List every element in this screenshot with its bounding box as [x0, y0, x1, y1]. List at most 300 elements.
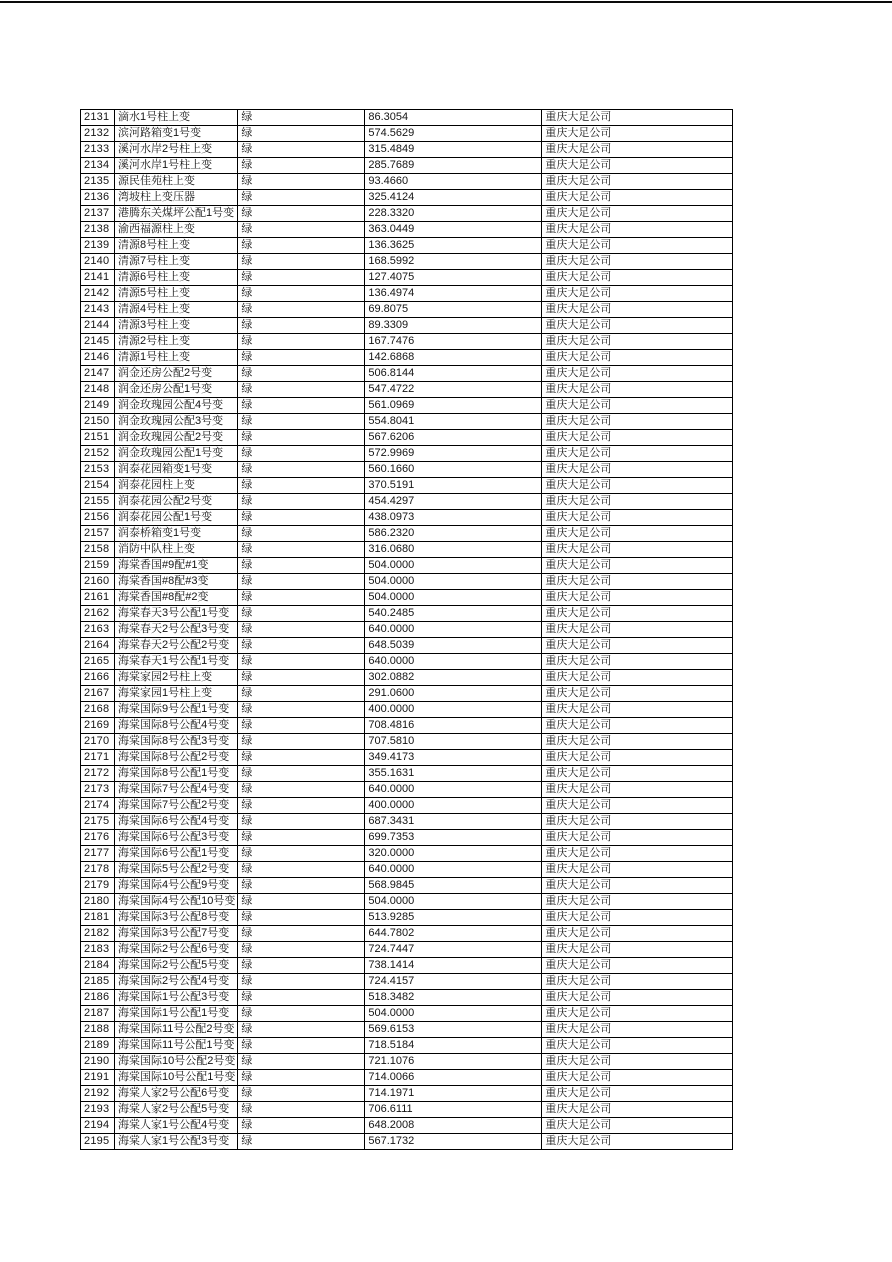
- table-row: [81, 526, 733, 542]
- table-row: [81, 702, 733, 718]
- cell-status-green: 绿: [238, 686, 365, 702]
- cell-transformer-name: 海棠人家1号公配3号变: [115, 1134, 238, 1150]
- cell-value: 142.6868: [365, 350, 542, 366]
- cell-status-green: 绿: [238, 766, 365, 782]
- cell-row-number: 2192: [81, 1086, 115, 1102]
- cell-value: 400.0000: [365, 702, 542, 718]
- cell-transformer-name: 源民佳苑柱上变: [115, 174, 238, 190]
- cell-company: 重庆大足公司: [542, 654, 733, 670]
- cell-company: 重庆大足公司: [542, 1118, 733, 1134]
- cell-status-green: 绿: [238, 254, 365, 270]
- cell-value: 400.0000: [365, 798, 542, 814]
- cell-company: 重庆大足公司: [542, 270, 733, 286]
- cell-transformer-name: 清源5号柱上变: [115, 286, 238, 302]
- cell-row-number: 2137: [81, 206, 115, 222]
- cell-status-green: 绿: [238, 1134, 365, 1150]
- cell-value: 640.0000: [365, 654, 542, 670]
- cell-company: 重庆大足公司: [542, 990, 733, 1006]
- cell-row-number: 2136: [81, 190, 115, 206]
- cell-transformer-name: 润泰桥箱变1号变: [115, 526, 238, 542]
- table-row: [81, 462, 733, 478]
- table-row: [81, 734, 733, 750]
- cell-status-green: 绿: [238, 350, 365, 366]
- cell-company: 重庆大足公司: [542, 878, 733, 894]
- cell-status-green: 绿: [238, 814, 365, 830]
- cell-status-green: 绿: [238, 1102, 365, 1118]
- cell-company: 重庆大足公司: [542, 414, 733, 430]
- cell-company: 重庆大足公司: [542, 222, 733, 238]
- cell-value: 707.5810: [365, 734, 542, 750]
- table-row: [81, 510, 733, 526]
- cell-company: 重庆大足公司: [542, 542, 733, 558]
- table-row: [81, 222, 733, 238]
- cell-transformer-name: 海棠香国#8配#2变: [115, 590, 238, 606]
- cell-status-green: 绿: [238, 798, 365, 814]
- cell-row-number: 2186: [81, 990, 115, 1006]
- cell-status-green: 绿: [238, 846, 365, 862]
- table-row: [81, 350, 733, 366]
- cell-value: 714.1971: [365, 1086, 542, 1102]
- cell-transformer-name: 海棠国际2号公配5号变: [115, 958, 238, 974]
- cell-row-number: 2138: [81, 222, 115, 238]
- cell-row-number: 2172: [81, 766, 115, 782]
- table-row: [81, 302, 733, 318]
- cell-status-green: 绿: [238, 398, 365, 414]
- cell-transformer-name: 消防中队柱上变: [115, 542, 238, 558]
- cell-transformer-name: 清源8号柱上变: [115, 238, 238, 254]
- cell-row-number: 2131: [81, 110, 115, 126]
- cell-transformer-name: 海棠人家2号公配6号变: [115, 1086, 238, 1102]
- cell-value: 568.9845: [365, 878, 542, 894]
- cell-status-green: 绿: [238, 430, 365, 446]
- cell-value: 291.0600: [365, 686, 542, 702]
- table-row: [81, 382, 733, 398]
- cell-status-green: 绿: [238, 446, 365, 462]
- table-row: [81, 878, 733, 894]
- cell-status-green: 绿: [238, 206, 365, 222]
- cell-row-number: 2140: [81, 254, 115, 270]
- cell-status-green: 绿: [238, 622, 365, 638]
- cell-status-green: 绿: [238, 190, 365, 206]
- cell-value: 93.4660: [365, 174, 542, 190]
- cell-status-green: 绿: [238, 142, 365, 158]
- table-row: [81, 942, 733, 958]
- cell-row-number: 2154: [81, 478, 115, 494]
- cell-value: 89.3309: [365, 318, 542, 334]
- cell-status-green: 绿: [238, 414, 365, 430]
- table-row: [81, 766, 733, 782]
- cell-value: 567.1732: [365, 1134, 542, 1150]
- cell-value: 586.2320: [365, 526, 542, 542]
- cell-company: 重庆大足公司: [542, 238, 733, 254]
- cell-company: 重庆大足公司: [542, 110, 733, 126]
- cell-status-green: 绿: [238, 750, 365, 766]
- table-row: [81, 1134, 733, 1150]
- table-body: [81, 110, 733, 1150]
- cell-company: 重庆大足公司: [542, 1134, 733, 1150]
- table-row: [81, 1022, 733, 1038]
- cell-value: 560.1660: [365, 462, 542, 478]
- cell-row-number: 2142: [81, 286, 115, 302]
- cell-status-green: 绿: [238, 510, 365, 526]
- cell-transformer-name: 海棠国际11号公配2号变: [115, 1022, 238, 1038]
- table-row: [81, 478, 733, 494]
- cell-status-green: 绿: [238, 782, 365, 798]
- cell-transformer-name: 海棠国际5号公配2号变: [115, 862, 238, 878]
- cell-row-number: 2180: [81, 894, 115, 910]
- cell-row-number: 2163: [81, 622, 115, 638]
- cell-company: 重庆大足公司: [542, 254, 733, 270]
- cell-transformer-name: 润金还房公配1号变: [115, 382, 238, 398]
- cell-company: 重庆大足公司: [542, 814, 733, 830]
- cell-value: 540.2485: [365, 606, 542, 622]
- cell-value: 644.7802: [365, 926, 542, 942]
- cell-row-number: 2148: [81, 382, 115, 398]
- cell-row-number: 2175: [81, 814, 115, 830]
- table-row: [81, 158, 733, 174]
- cell-status-green: 绿: [238, 334, 365, 350]
- table-row: [81, 270, 733, 286]
- cell-transformer-name: 滴水1号柱上变: [115, 110, 238, 126]
- cell-status-green: 绿: [238, 718, 365, 734]
- cell-value: 168.5992: [365, 254, 542, 270]
- cell-status-green: 绿: [238, 574, 365, 590]
- cell-status-green: 绿: [238, 654, 365, 670]
- table-row: [81, 1054, 733, 1070]
- cell-row-number: 2177: [81, 846, 115, 862]
- cell-row-number: 2176: [81, 830, 115, 846]
- cell-value: 325.4124: [365, 190, 542, 206]
- table-row: [81, 1038, 733, 1054]
- cell-status-green: 绿: [238, 1006, 365, 1022]
- table-row: [81, 558, 733, 574]
- cell-company: 重庆大足公司: [542, 558, 733, 574]
- cell-company: 重庆大足公司: [542, 334, 733, 350]
- cell-transformer-name: 润泰花园柱上变: [115, 478, 238, 494]
- cell-transformer-name: 渝西福源柱上变: [115, 222, 238, 238]
- cell-value: 349.4173: [365, 750, 542, 766]
- cell-transformer-name: 清源2号柱上变: [115, 334, 238, 350]
- table-row: [81, 990, 733, 1006]
- table-row: [81, 622, 733, 638]
- table-row: [81, 958, 733, 974]
- table-row: [81, 1070, 733, 1086]
- cell-row-number: 2145: [81, 334, 115, 350]
- cell-transformer-name: 海棠国际10号公配2号变: [115, 1054, 238, 1070]
- cell-status-green: 绿: [238, 526, 365, 542]
- cell-row-number: 2168: [81, 702, 115, 718]
- cell-transformer-name: 海棠人家1号公配4号变: [115, 1118, 238, 1134]
- cell-value: 648.5039: [365, 638, 542, 654]
- table-row: [81, 862, 733, 878]
- cell-row-number: 2146: [81, 350, 115, 366]
- cell-value: 513.9285: [365, 910, 542, 926]
- cell-value: 699.7353: [365, 830, 542, 846]
- cell-row-number: 2190: [81, 1054, 115, 1070]
- cell-value: 504.0000: [365, 1006, 542, 1022]
- cell-transformer-name: 海棠国际4号公配9号变: [115, 878, 238, 894]
- cell-row-number: 2193: [81, 1102, 115, 1118]
- cell-row-number: 2133: [81, 142, 115, 158]
- table-row: [81, 398, 733, 414]
- cell-transformer-name: 海棠国际4号公配10号变: [115, 894, 238, 910]
- cell-value: 136.3625: [365, 238, 542, 254]
- cell-row-number: 2161: [81, 590, 115, 606]
- cell-value: 648.2008: [365, 1118, 542, 1134]
- cell-status-green: 绿: [238, 702, 365, 718]
- cell-row-number: 2174: [81, 798, 115, 814]
- cell-company: 重庆大足公司: [542, 366, 733, 382]
- cell-transformer-name: 溪河水岸2号柱上变: [115, 142, 238, 158]
- table-row: [81, 446, 733, 462]
- table-row: [81, 782, 733, 798]
- cell-row-number: 2150: [81, 414, 115, 430]
- cell-transformer-name: 港腾东关煤坪公配1号变: [115, 206, 238, 222]
- cell-status-green: 绿: [238, 958, 365, 974]
- table-row: [81, 174, 733, 190]
- cell-company: 重庆大足公司: [542, 302, 733, 318]
- cell-value: 86.3054: [365, 110, 542, 126]
- cell-value: 708.4816: [365, 718, 542, 734]
- cell-value: 640.0000: [365, 862, 542, 878]
- table-row: [81, 542, 733, 558]
- cell-company: 重庆大足公司: [542, 190, 733, 206]
- cell-company: 重庆大足公司: [542, 910, 733, 926]
- cell-transformer-name: 清源1号柱上变: [115, 350, 238, 366]
- cell-transformer-name: 海棠国际1号公配3号变: [115, 990, 238, 1006]
- cell-transformer-name: 滨河路箱变1号变: [115, 126, 238, 142]
- cell-company: 重庆大足公司: [542, 798, 733, 814]
- cell-transformer-name: 润金还房公配2号变: [115, 366, 238, 382]
- table-row: [81, 798, 733, 814]
- cell-company: 重庆大足公司: [542, 590, 733, 606]
- cell-row-number: 2132: [81, 126, 115, 142]
- cell-row-number: 2155: [81, 494, 115, 510]
- cell-transformer-name: 润金玫瑰园公配4号变: [115, 398, 238, 414]
- cell-transformer-name: 海棠国际8号公配2号变: [115, 750, 238, 766]
- cell-transformer-name: 清源7号柱上变: [115, 254, 238, 270]
- table-row: [81, 926, 733, 942]
- cell-company: 重庆大足公司: [542, 478, 733, 494]
- table-row: [81, 606, 733, 622]
- cell-status-green: 绿: [238, 382, 365, 398]
- cell-value: 574.5629: [365, 126, 542, 142]
- transformer-table: [80, 109, 733, 1150]
- cell-value: 640.0000: [365, 622, 542, 638]
- cell-value: 454.4297: [365, 494, 542, 510]
- cell-status-green: 绿: [238, 606, 365, 622]
- cell-transformer-name: 海棠国际6号公配4号变: [115, 814, 238, 830]
- cell-transformer-name: 海棠国际3号公配8号变: [115, 910, 238, 926]
- cell-row-number: 2185: [81, 974, 115, 990]
- cell-transformer-name: 润金玫瑰园公配2号变: [115, 430, 238, 446]
- cell-transformer-name: 海棠国际6号公配3号变: [115, 830, 238, 846]
- table-row: [81, 366, 733, 382]
- cell-row-number: 2151: [81, 430, 115, 446]
- cell-company: 重庆大足公司: [542, 718, 733, 734]
- cell-status-green: 绿: [238, 590, 365, 606]
- cell-status-green: 绿: [238, 1086, 365, 1102]
- cell-value: 302.0882: [365, 670, 542, 686]
- cell-row-number: 2181: [81, 910, 115, 926]
- cell-transformer-name: 润泰花园箱变1号变: [115, 462, 238, 478]
- cell-company: 重庆大足公司: [542, 462, 733, 478]
- table-row: [81, 126, 733, 142]
- cell-row-number: 2149: [81, 398, 115, 414]
- cell-value: 320.0000: [365, 846, 542, 862]
- cell-transformer-name: 溪河水岸1号柱上变: [115, 158, 238, 174]
- cell-row-number: 2166: [81, 670, 115, 686]
- cell-status-green: 绿: [238, 1038, 365, 1054]
- table-row: [81, 638, 733, 654]
- cell-status-green: 绿: [238, 926, 365, 942]
- cell-transformer-name: 海棠春天1号公配1号变: [115, 654, 238, 670]
- cell-status-green: 绿: [238, 894, 365, 910]
- cell-company: 重庆大足公司: [542, 158, 733, 174]
- table-row: [81, 190, 733, 206]
- cell-row-number: 2158: [81, 542, 115, 558]
- cell-company: 重庆大足公司: [542, 494, 733, 510]
- cell-company: 重庆大足公司: [542, 830, 733, 846]
- cell-value: 738.1414: [365, 958, 542, 974]
- cell-transformer-name: 海棠国际8号公配1号变: [115, 766, 238, 782]
- table-row: [81, 494, 733, 510]
- cell-value: 518.3482: [365, 990, 542, 1006]
- cell-value: 554.8041: [365, 414, 542, 430]
- cell-transformer-name: 海棠春天2号公配3号变: [115, 622, 238, 638]
- cell-company: 重庆大足公司: [542, 350, 733, 366]
- table-container: [80, 109, 733, 1150]
- cell-transformer-name: 海棠国际3号公配7号变: [115, 926, 238, 942]
- cell-row-number: 2147: [81, 366, 115, 382]
- cell-status-green: 绿: [238, 862, 365, 878]
- cell-company: 重庆大足公司: [542, 606, 733, 622]
- cell-status-green: 绿: [238, 270, 365, 286]
- cell-company: 重庆大足公司: [542, 1070, 733, 1086]
- cell-status-green: 绿: [238, 222, 365, 238]
- cell-row-number: 2169: [81, 718, 115, 734]
- cell-transformer-name: 海棠国际8号公配3号变: [115, 734, 238, 750]
- cell-transformer-name: 海棠国际8号公配4号变: [115, 718, 238, 734]
- cell-transformer-name: 海棠春天2号公配2号变: [115, 638, 238, 654]
- cell-status-green: 绿: [238, 110, 365, 126]
- cell-value: 569.6153: [365, 1022, 542, 1038]
- cell-row-number: 2164: [81, 638, 115, 654]
- cell-row-number: 2188: [81, 1022, 115, 1038]
- cell-company: 重庆大足公司: [542, 398, 733, 414]
- cell-company: 重庆大足公司: [542, 142, 733, 158]
- cell-status-green: 绿: [238, 462, 365, 478]
- cell-transformer-name: 清源6号柱上变: [115, 270, 238, 286]
- table-row: [81, 814, 733, 830]
- cell-row-number: 2139: [81, 238, 115, 254]
- cell-company: 重庆大足公司: [542, 638, 733, 654]
- cell-transformer-name: 海棠国际2号公配4号变: [115, 974, 238, 990]
- cell-value: 504.0000: [365, 590, 542, 606]
- cell-company: 重庆大足公司: [542, 1102, 733, 1118]
- cell-value: 721.1076: [365, 1054, 542, 1070]
- cell-row-number: 2194: [81, 1118, 115, 1134]
- cell-company: 重庆大足公司: [542, 526, 733, 542]
- cell-value: 370.5191: [365, 478, 542, 494]
- cell-status-green: 绿: [238, 734, 365, 750]
- cell-row-number: 2191: [81, 1070, 115, 1086]
- cell-status-green: 绿: [238, 286, 365, 302]
- cell-row-number: 2178: [81, 862, 115, 878]
- cell-value: 706.6111: [365, 1102, 542, 1118]
- cell-value: 285.7689: [365, 158, 542, 174]
- cell-transformer-name: 海棠国际11号公配1号变: [115, 1038, 238, 1054]
- cell-status-green: 绿: [238, 542, 365, 558]
- cell-company: 重庆大足公司: [542, 782, 733, 798]
- cell-row-number: 2159: [81, 558, 115, 574]
- cell-value: 718.5184: [365, 1038, 542, 1054]
- cell-value: 355.1631: [365, 766, 542, 782]
- cell-value: 438.0973: [365, 510, 542, 526]
- cell-value: 167.7476: [365, 334, 542, 350]
- table-row: [81, 894, 733, 910]
- cell-row-number: 2141: [81, 270, 115, 286]
- table-row: [81, 334, 733, 350]
- cell-row-number: 2165: [81, 654, 115, 670]
- table-row: [81, 1086, 733, 1102]
- cell-value: 69.8075: [365, 302, 542, 318]
- cell-row-number: 2187: [81, 1006, 115, 1022]
- cell-transformer-name: 海棠国际10号公配1号变: [115, 1070, 238, 1086]
- cell-company: 重庆大足公司: [542, 670, 733, 686]
- table-row: [81, 910, 733, 926]
- cell-row-number: 2179: [81, 878, 115, 894]
- cell-row-number: 2143: [81, 302, 115, 318]
- cell-value: 504.0000: [365, 894, 542, 910]
- cell-status-green: 绿: [238, 942, 365, 958]
- cell-transformer-name: 海棠香国#9配#1变: [115, 558, 238, 574]
- table-row: [81, 110, 733, 126]
- cell-value: 572.9969: [365, 446, 542, 462]
- cell-status-green: 绿: [238, 1070, 365, 1086]
- cell-value: 228.3320: [365, 206, 542, 222]
- cell-value: 714.0066: [365, 1070, 542, 1086]
- table-row: [81, 590, 733, 606]
- table-row: [81, 318, 733, 334]
- cell-status-green: 绿: [238, 670, 365, 686]
- cell-transformer-name: 海棠家园2号柱上变: [115, 670, 238, 686]
- cell-value: 724.7447: [365, 942, 542, 958]
- cell-company: 重庆大足公司: [542, 382, 733, 398]
- cell-transformer-name: 海棠国际1号公配1号变: [115, 1006, 238, 1022]
- cell-row-number: 2144: [81, 318, 115, 334]
- cell-transformer-name: 海棠家园1号柱上变: [115, 686, 238, 702]
- cell-status-green: 绿: [238, 478, 365, 494]
- cell-row-number: 2162: [81, 606, 115, 622]
- table-row: [81, 750, 733, 766]
- cell-status-green: 绿: [238, 974, 365, 990]
- table-row: [81, 254, 733, 270]
- table-row: [81, 238, 733, 254]
- cell-value: 567.6206: [365, 430, 542, 446]
- table-row: [81, 206, 733, 222]
- cell-company: 重庆大足公司: [542, 286, 733, 302]
- cell-value: 316.0680: [365, 542, 542, 558]
- cell-status-green: 绿: [238, 990, 365, 1006]
- cell-company: 重庆大足公司: [542, 766, 733, 782]
- cell-row-number: 2171: [81, 750, 115, 766]
- cell-transformer-name: 润金玫瑰园公配1号变: [115, 446, 238, 462]
- cell-row-number: 2157: [81, 526, 115, 542]
- table-row: [81, 830, 733, 846]
- cell-company: 重庆大足公司: [542, 846, 733, 862]
- cell-value: 127.4075: [365, 270, 542, 286]
